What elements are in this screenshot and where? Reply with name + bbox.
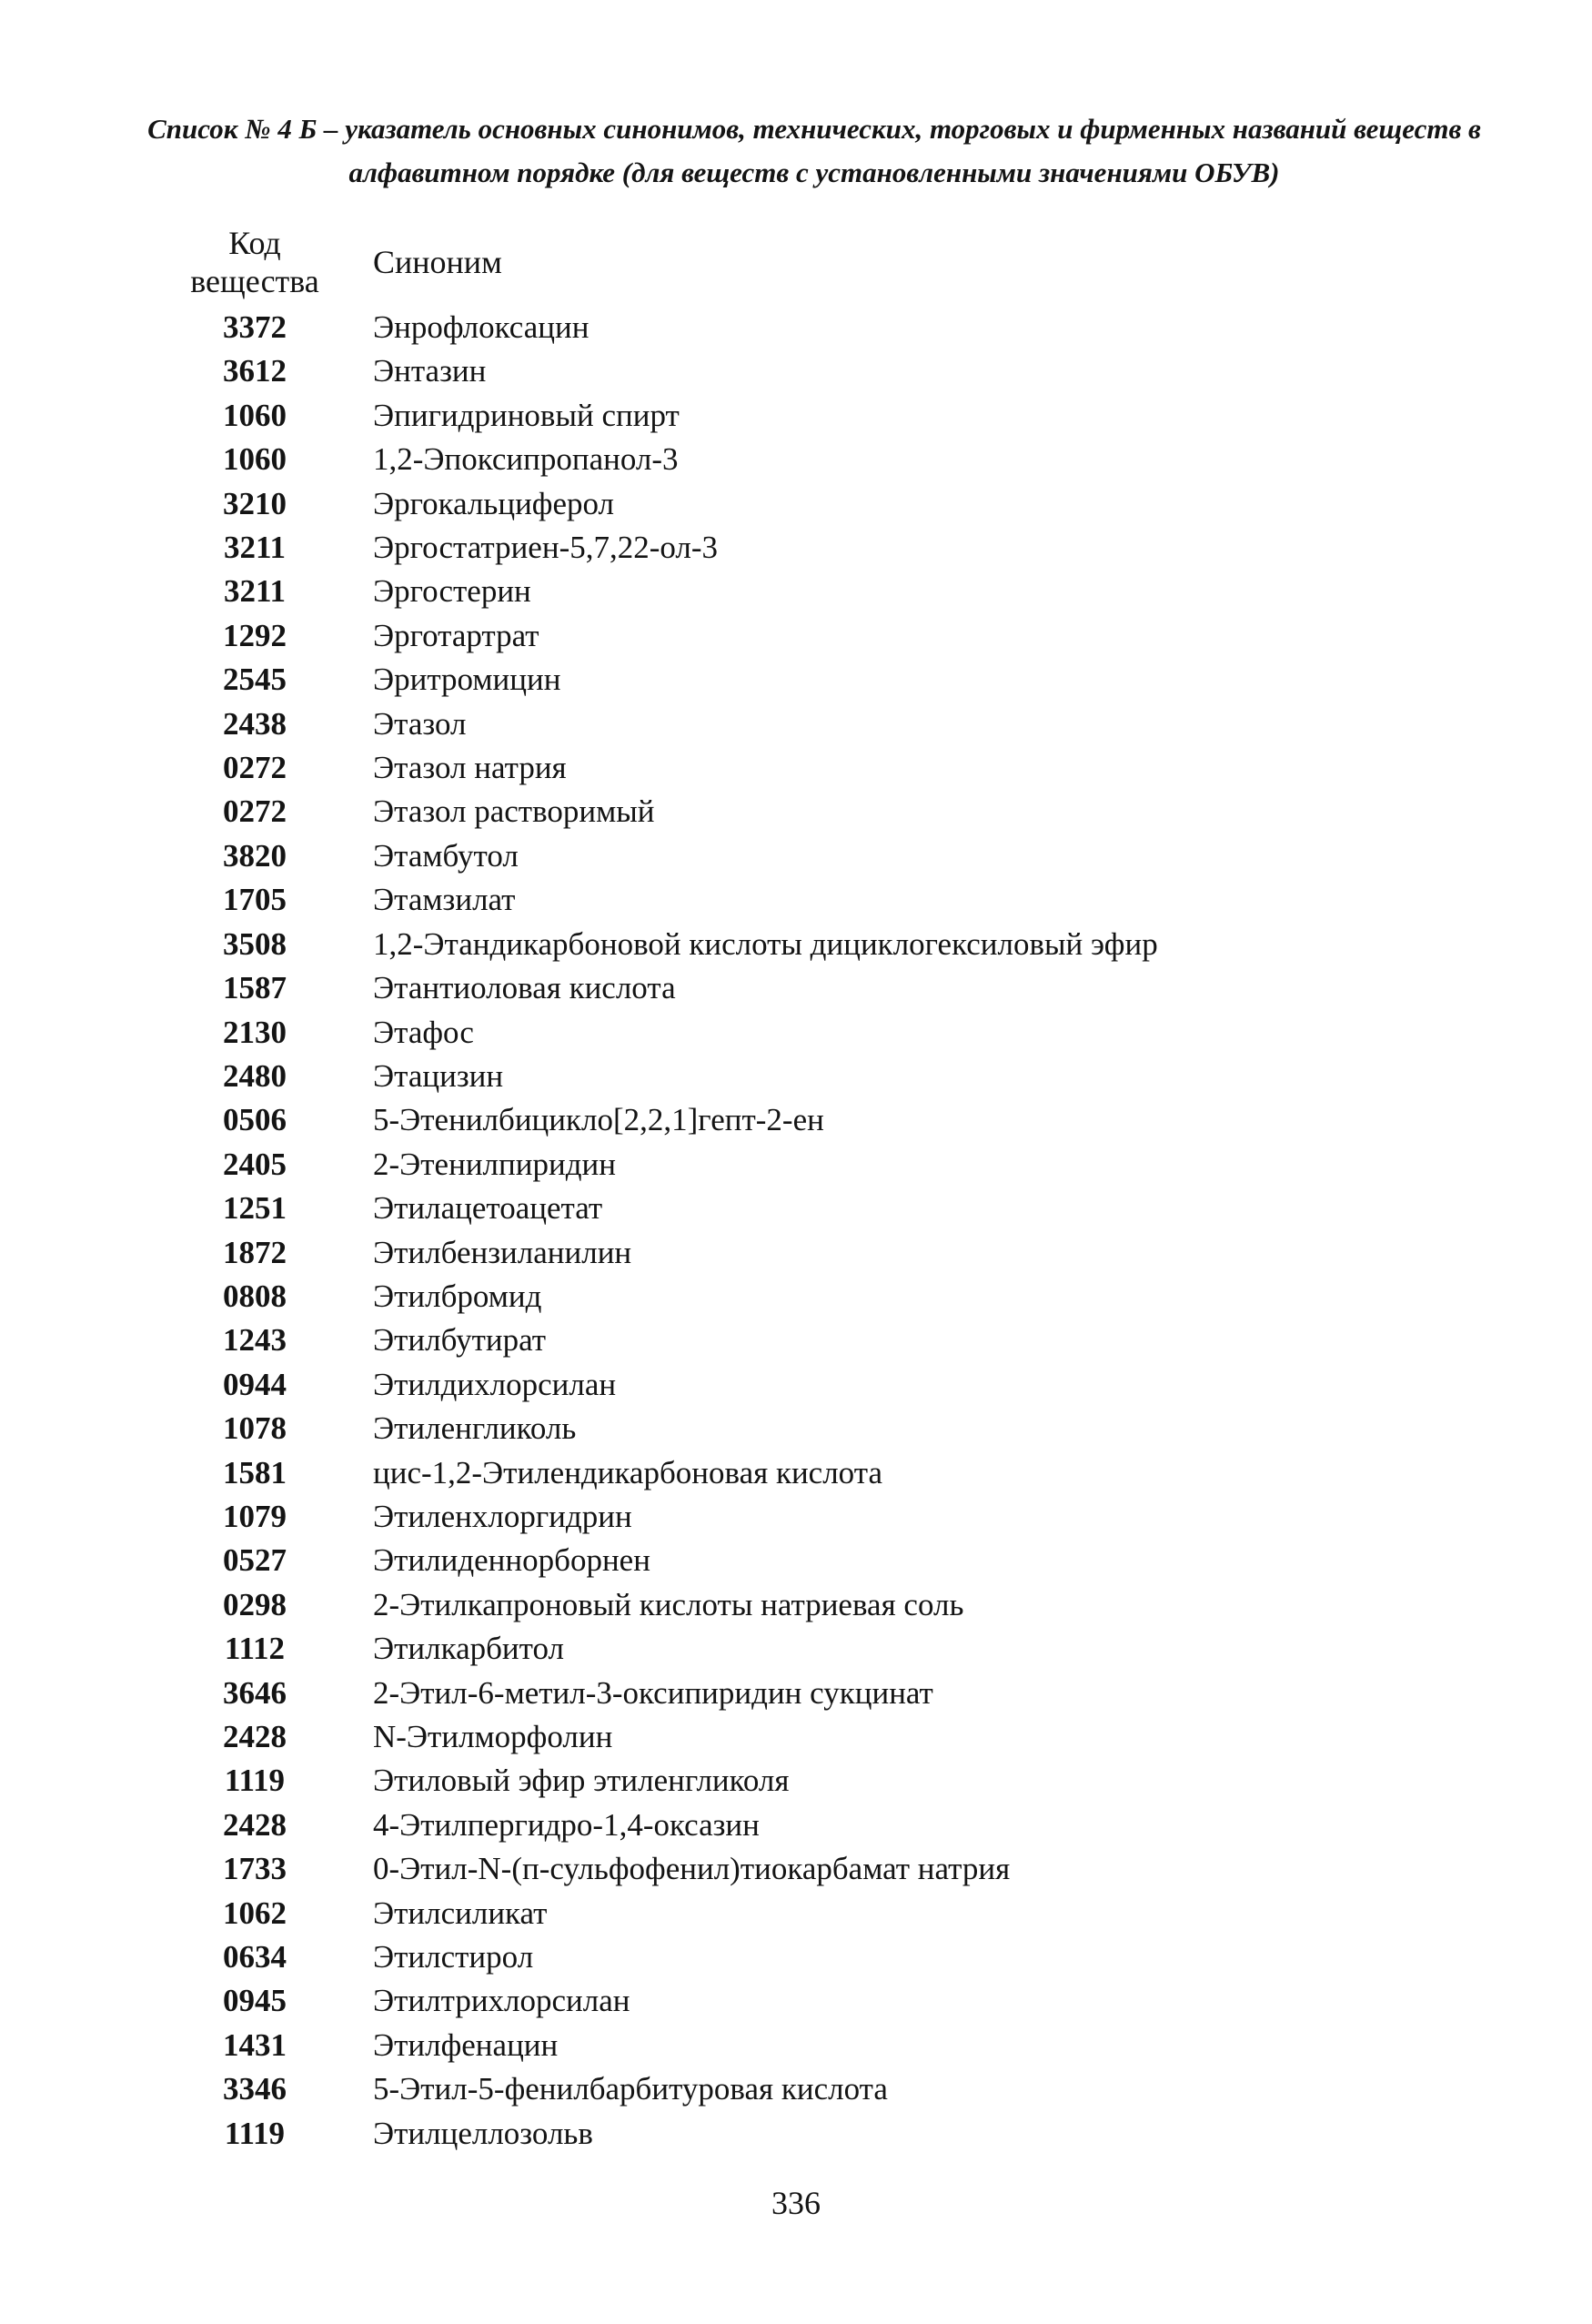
synonym-cell: Этилтрихлорсилан (373, 1983, 630, 2019)
table-row (164, 1495, 1158, 1539)
synonym-cell: Эргостерин (373, 573, 531, 610)
synonym-cell: Этамзилат (373, 882, 516, 918)
substance-code-cell: 0945 (223, 1983, 287, 2019)
synonym-table-wrap (164, 218, 1437, 2156)
substance-code-cell: 2480 (223, 1057, 287, 1094)
table-row (164, 658, 1158, 702)
table-row (164, 2112, 1158, 2156)
substance-code-cell: 3508 (223, 925, 287, 962)
substance-code-cell: 2545 (223, 662, 287, 698)
table-row (164, 1627, 1158, 1671)
table-row (164, 1055, 1158, 1098)
substance-code-cell: 1112 (224, 1631, 286, 1667)
synonym-cell: Этилсиликат (373, 1895, 548, 1931)
substance-code-cell: 1119 (224, 1763, 286, 1799)
substance-code-cell: 0634 (223, 1939, 287, 1975)
synonym-cell: 2-Этил-6-метил-3-оксипиридин сукцинат (373, 1674, 933, 1711)
synonym-cell: N-Этилморфолин (373, 1719, 613, 1754)
table-row (164, 2067, 1158, 2111)
synonym-cell: Этазол растворимый (373, 793, 655, 830)
caption-line-1: Список № 4 Б – указатель основных синонимов, технических, торговых и фирменных названий веществ в (147, 113, 1481, 145)
substance-code-cell: 0272 (223, 793, 287, 830)
substance-code-cell: 2405 (223, 1146, 287, 1182)
synonym-cell: 4-Этилпергидро-1,4-оксазин (373, 1806, 760, 1843)
synonym-table (164, 218, 1158, 2156)
table-row (164, 349, 1158, 393)
substance-code-cell: 0808 (223, 1278, 287, 1314)
synonym-cell: Этилиденнорборнен (373, 1542, 650, 1579)
substance-code-cell: 3612 (223, 353, 287, 389)
synonym-cell: 2-Этилкапроновый кислоты натриевая соль (373, 1586, 964, 1622)
table-row (164, 1715, 1158, 1759)
synonym-cell: Энрофлоксацин (373, 309, 589, 345)
substance-code-cell: 0298 (223, 1586, 287, 1622)
substance-code-cell: 3211 (223, 573, 287, 610)
table-row (164, 482, 1158, 526)
synonym-cell: 5-Этил-5-фенилбарбитуровая кислота (373, 2071, 888, 2107)
table-row (164, 702, 1158, 746)
substance-code-cell: 1060 (223, 397, 287, 433)
synonym-cell: 0-Этил-N-(п-сульфофенил)тиокарбамат натрия (373, 1851, 1011, 1887)
synonym-cell: Этилдихлорсилан (373, 1366, 617, 1402)
synonym-cell: Этазол натрия (373, 750, 567, 786)
substance-code-cell: 2428 (223, 1719, 287, 1754)
page-number: 336 (771, 2185, 821, 2221)
substance-code-cell: 0506 (223, 1102, 287, 1138)
synonym-cell: Этантиоловая кислота (373, 970, 676, 1006)
table-row (164, 1451, 1158, 1495)
synonym-cell: Эргостатриен-5,7,22-ол-3 (373, 530, 719, 566)
substance-code-cell: 0272 (223, 750, 287, 786)
substance-code-cell: 1581 (223, 1454, 287, 1490)
code-header-line-1: Код (228, 225, 281, 261)
table-row (164, 1759, 1158, 1803)
table-row (164, 1979, 1158, 2023)
substance-code-cell: 1292 (223, 617, 287, 653)
table-row (164, 394, 1158, 438)
code-header-line-2: вещества (190, 263, 319, 299)
substance-code-cell: 1062 (223, 1895, 287, 1931)
table-row (164, 570, 1158, 613)
substance-code-cell: 3646 (223, 1674, 287, 1711)
table-row (164, 438, 1158, 481)
table-row (164, 1407, 1158, 1450)
synonym-cell: Этацизин (373, 1057, 504, 1094)
synonym-cell: Эритромицин (373, 662, 561, 698)
table-row (164, 1583, 1158, 1627)
table-row (164, 526, 1158, 570)
synonym-cell: Этилбромид (373, 1278, 542, 1314)
substance-code-cell: 1733 (223, 1851, 287, 1887)
table-row (164, 1935, 1158, 1979)
table-row (164, 746, 1158, 790)
substance-code-cell: 1251 (223, 1190, 287, 1227)
substance-code-cell: 0527 (223, 1542, 287, 1579)
table-row (164, 1892, 1158, 1935)
synonym-cell: Этилбензиланилин (373, 1234, 632, 1270)
substance-code-cell: 1431 (223, 2026, 287, 2063)
synonym-cell: Этамбутол (373, 837, 519, 874)
synonym-cell: 1,2-Эпоксипропанол-3 (373, 441, 679, 478)
table-row (164, 1847, 1158, 1891)
list-caption (109, 107, 1519, 195)
synonym-cell: Этилбутират (373, 1322, 547, 1359)
substance-code-cell: 3211 (223, 530, 287, 566)
synonym-cell: Этилкарбитол (373, 1631, 564, 1667)
synonym-cell: 2-Этенилпиридин (373, 1146, 616, 1182)
table-row (164, 834, 1158, 878)
substance-code-cell: 1079 (223, 1498, 287, 1534)
table-row (164, 1098, 1158, 1142)
synonym-cell: Энтазин (373, 353, 487, 389)
table-row (164, 614, 1158, 658)
table-row (164, 1231, 1158, 1275)
caption-line-2: алфавитном порядке (для веществ с установленными значениями ОБУВ) (348, 157, 1280, 188)
synonym-column-header: Синоним (373, 244, 502, 280)
table-row (164, 306, 1158, 349)
substance-code-cell: 3820 (223, 837, 287, 874)
synonym-cell: Этилацетоацетат (373, 1190, 603, 1227)
table-row (164, 1143, 1158, 1187)
table-row (164, 1363, 1158, 1407)
substance-code-cell: 1060 (223, 441, 287, 478)
synonym-cell: Этилцеллозольв (373, 2115, 593, 2151)
table-row (164, 878, 1158, 922)
substance-code-cell: 3346 (223, 2071, 287, 2107)
synonym-cell: Эрготартрат (373, 617, 539, 653)
table-row (164, 966, 1158, 1010)
synonym-cell: Этиленхлоргидрин (373, 1498, 632, 1534)
code-column-header (164, 218, 346, 306)
synonym-cell: Этиленгликоль (373, 1410, 577, 1447)
substance-code-cell: 2130 (223, 1014, 287, 1050)
table-row (164, 1804, 1158, 1847)
synonym-cell: Эпигидриновый спирт (373, 397, 680, 433)
substance-code-cell: 1119 (224, 2115, 286, 2151)
table-row (164, 923, 1158, 966)
table-row (164, 790, 1158, 834)
synonym-cell: Этилфенацин (373, 2026, 559, 2063)
substance-code-cell: 1872 (223, 1234, 287, 1270)
substance-code-cell: 1705 (223, 882, 287, 918)
substance-code-cell: 2428 (223, 1806, 287, 1843)
table-row (164, 1275, 1158, 1319)
table-row (164, 2024, 1158, 2067)
synonym-cell: 5-Этенилбицикло[2,2,1]гепт-2-ен (373, 1102, 824, 1138)
synonym-cell: 1,2-Этандикарбоновой кислоты дициклогексиловый эфир (373, 925, 1158, 962)
table-header-row (164, 218, 1158, 306)
table-body (164, 306, 1158, 2156)
table-row (164, 1187, 1158, 1230)
table-row (164, 1539, 1158, 1582)
synonym-cell: Эргокальциферол (373, 485, 615, 521)
synonym-cell: Этафос (373, 1014, 474, 1050)
synonym-cell: Этиловый эфир этиленгликоля (373, 1763, 790, 1799)
substance-code-cell: 2438 (223, 705, 287, 742)
table-row (164, 1319, 1158, 1362)
synonym-cell: цис-1,2-Этилендикарбоновая кислота (373, 1454, 882, 1490)
substance-code-cell: 1078 (223, 1410, 287, 1447)
substance-code-cell: 1587 (223, 970, 287, 1006)
substance-code-cell: 0944 (223, 1366, 287, 1402)
substance-code-cell: 3372 (223, 309, 287, 345)
table-row (164, 1011, 1158, 1055)
synonym-cell: Этазол (373, 705, 467, 742)
substance-code-cell: 3210 (223, 485, 287, 521)
table-row (164, 1672, 1158, 1715)
substance-code-cell: 1243 (223, 1322, 287, 1359)
synonym-cell: Этилстирол (373, 1939, 534, 1975)
